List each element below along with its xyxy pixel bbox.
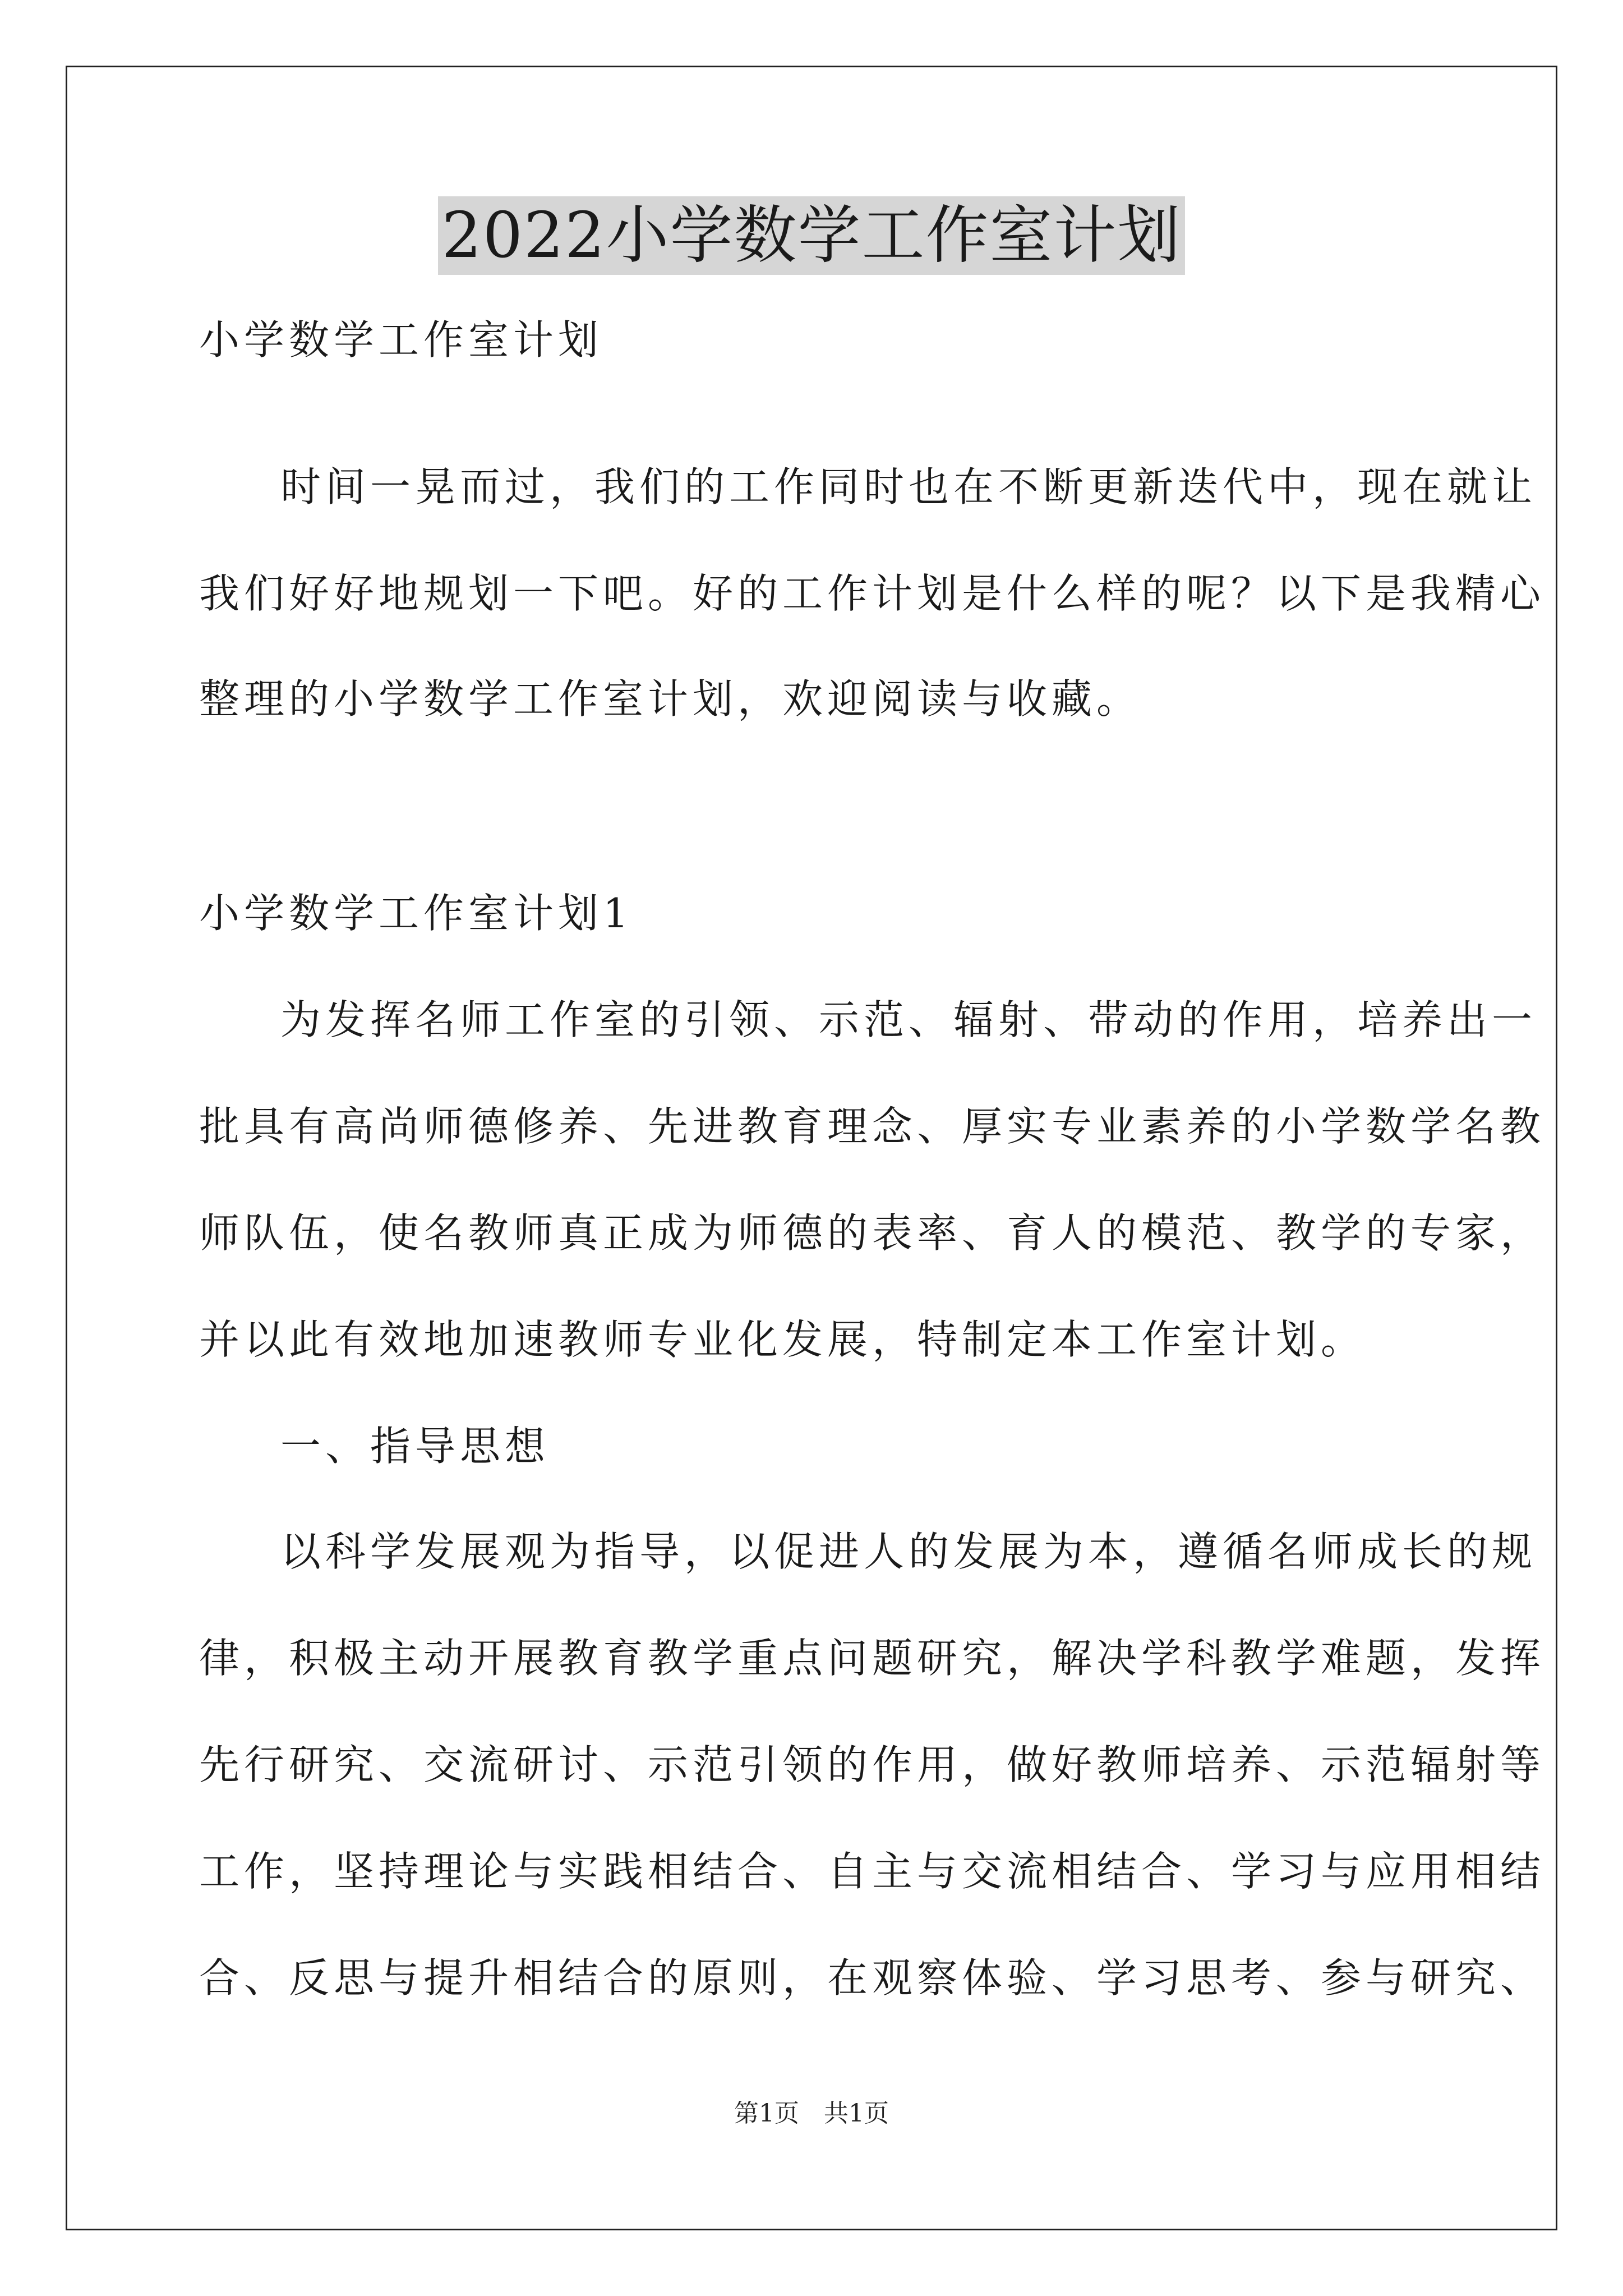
section-heading: 小学数学工作室计划1 [199, 890, 633, 937]
paragraph-line: 并以此有效地加速教师专业化发展，特制定本工作室计划。 [199, 1316, 1366, 1363]
title-container [0, 196, 1623, 275]
paragraph-line: 师队伍，使名教师真正成为师德的表率、育人的模范、教学的专家， [199, 1209, 1546, 1257]
paragraph-line: 以科学发展观为指导，以促进人的发展为本，遵循名师成长的规 [280, 1528, 1537, 1575]
document-subtitle: 小学数学工作室计划 [199, 316, 603, 364]
paragraph-line: 律，积极主动开展教育教学重点问题研究，解决学科教学难题，发挥 [199, 1635, 1546, 1682]
paragraph-line: 为发挥名师工作室的引领、示范、辐射、带动的作用，培养出一 [280, 996, 1537, 1043]
paragraph-line: 合、反思与提升相结合的原则，在观察体验、学习思考、参与研究、 [199, 1954, 1546, 2001]
intro-line: 时间一晃而过，我们的工作同时也在不断更新迭代中，现在就让 [280, 463, 1537, 510]
subheading-guiding-thought: 一、指导思想 [280, 1423, 550, 1470]
intro-line: 我们好好地规划一下吧。好的工作计划是什么样的呢？以下是我精心 [199, 570, 1546, 617]
document-title: 2022小学数学工作室计划 [438, 196, 1184, 275]
page-footer: 第1页 共1页 [734, 2099, 889, 2128]
paragraph-line: 批具有高尚师德修养、先进教育理念、厚实专业素养的小学数学名教 [199, 1103, 1546, 1150]
paragraph-line: 先行研究、交流研讨、示范引领的作用，做好教师培养、示范辐射等 [199, 1741, 1546, 1788]
paragraph-line: 工作，坚持理论与实践相结合、自主与交流相结合、学习与应用相结 [199, 1848, 1546, 1895]
intro-line: 整理的小学数学工作室计划，欢迎阅读与收藏。 [199, 675, 1142, 723]
